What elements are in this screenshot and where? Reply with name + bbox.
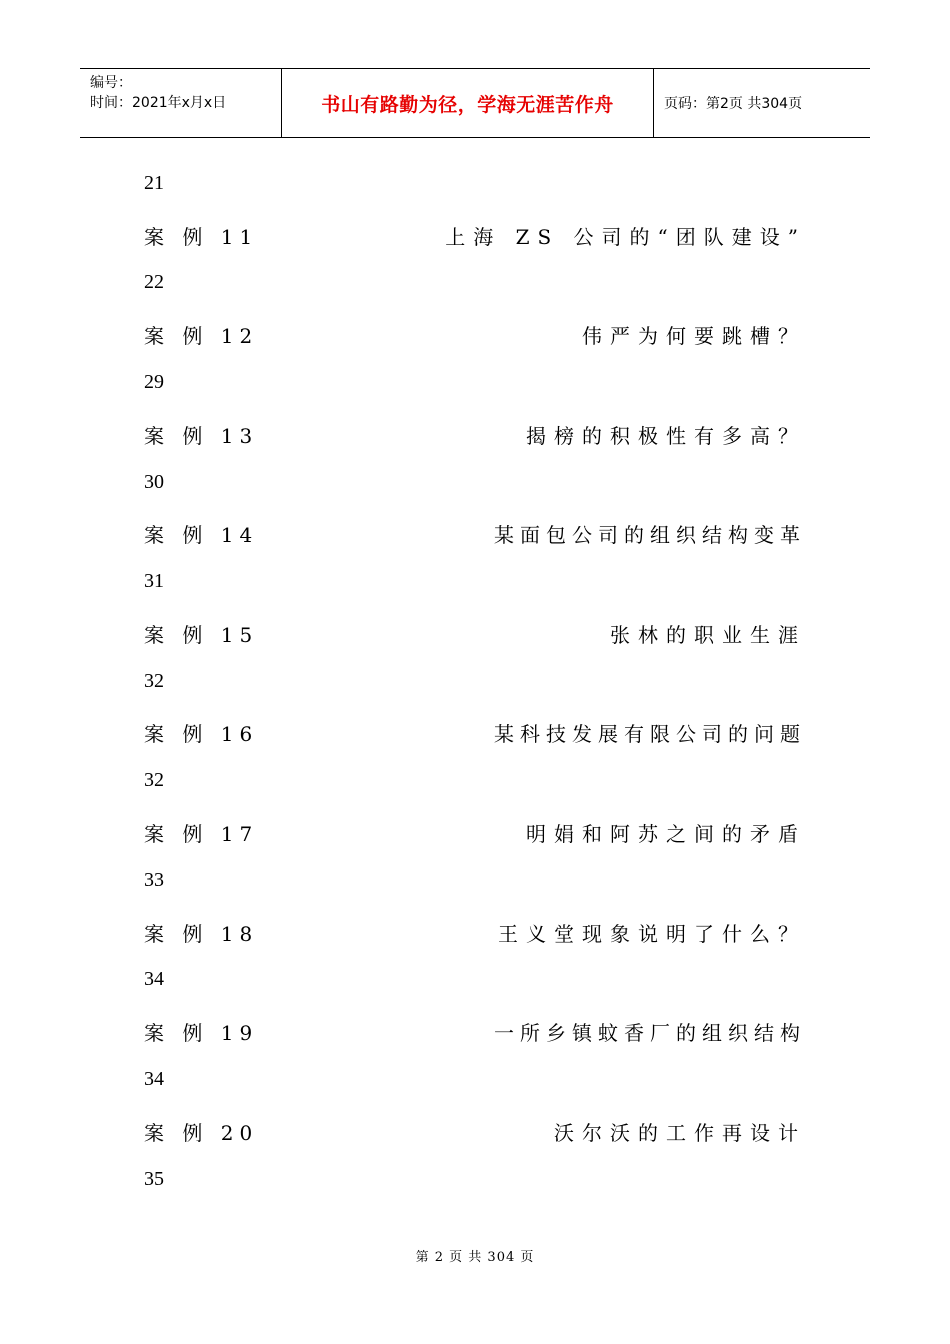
case-label: 案 例 17 — [144, 822, 259, 846]
toc-entry — [144, 519, 806, 545]
case-label: 案 例 14 — [144, 523, 259, 547]
page-footer: 第 2 页 共 304 页 — [415, 1250, 535, 1265]
toc-page-number: 22 — [144, 271, 164, 293]
case-title: 王义堂现象说明了什么？ — [498, 922, 806, 946]
case-title: 某面包公司的组织结构变革 — [494, 523, 806, 547]
case-title: 沃尔沃的工作再设计 — [554, 1121, 806, 1145]
toc-entry — [144, 1017, 806, 1043]
case-label: 案 例 20 — [144, 1121, 259, 1145]
header-motto — [282, 69, 654, 137]
toc-page-number: 30 — [144, 471, 164, 493]
case-label: 案 例 19 — [144, 1021, 259, 1045]
toc-entry — [144, 918, 806, 944]
case-title: 伟严为何要跳槽？ — [582, 324, 806, 348]
toc-page-number: 34 — [144, 1068, 164, 1090]
toc-entry — [144, 619, 806, 645]
page-header — [80, 68, 870, 138]
case-title: 一所乡镇蚊香厂的组织结构 — [494, 1021, 806, 1045]
toc-page-number: 29 — [144, 371, 164, 393]
toc-page-number: 32 — [144, 769, 164, 791]
toc-entry — [144, 420, 806, 446]
toc-page-number: 31 — [144, 570, 164, 592]
case-label: 案 例 11 — [144, 225, 259, 249]
case-label: 案 例 18 — [144, 922, 259, 946]
toc-page-number: 32 — [144, 670, 164, 692]
case-title: 明娟和阿苏之间的矛盾 — [526, 822, 806, 846]
toc-entry — [144, 221, 806, 247]
case-label: 案 例 13 — [144, 424, 259, 448]
case-title: 上海 ZS 公司的“团队建设” — [445, 225, 806, 249]
document-date: 时间：2021年x月x日 — [90, 95, 227, 111]
document-number-label: 编号： — [90, 75, 132, 91]
header-page-info — [654, 69, 870, 137]
toc-page-number: 35 — [144, 1168, 164, 1190]
toc-page-number: 33 — [144, 869, 164, 891]
toc-entry — [144, 320, 806, 346]
page-info-text: 页码：第2页 共304页 — [664, 96, 803, 112]
case-title: 张林的职业生涯 — [610, 623, 806, 647]
case-label: 案 例 15 — [144, 623, 259, 647]
toc-page-number: 21 — [144, 172, 164, 194]
motto-text: 书山有路勤为径，学海无涯苦作舟 — [321, 93, 614, 116]
toc-entry — [144, 1117, 806, 1143]
case-title: 某科技发展有限公司的问题 — [494, 722, 806, 746]
case-label: 案 例 16 — [144, 722, 259, 746]
header-meta — [80, 69, 282, 137]
case-label: 案 例 12 — [144, 324, 259, 348]
toc-entry — [144, 818, 806, 844]
toc-page-number: 34 — [144, 968, 164, 990]
toc-entry — [144, 718, 806, 744]
case-title: 揭榜的积极性有多高？ — [526, 424, 806, 448]
